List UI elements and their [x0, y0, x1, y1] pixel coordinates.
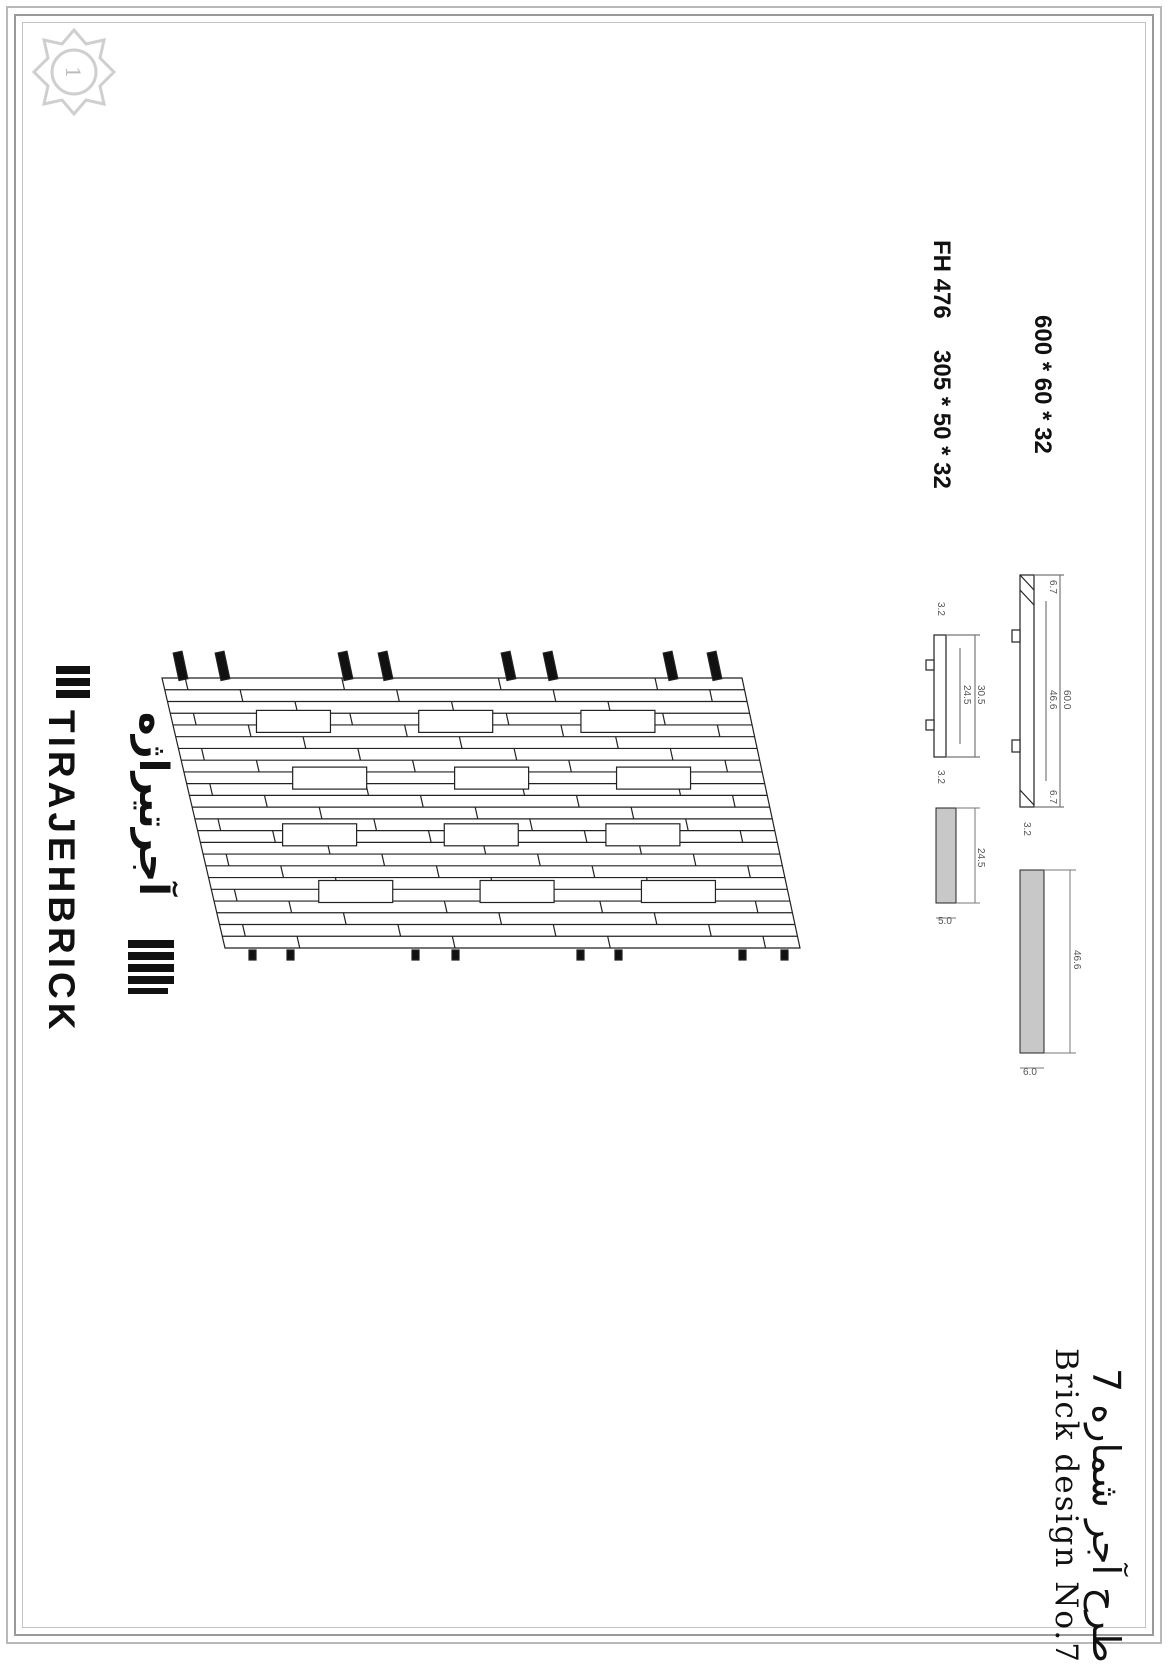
- wall-recess: [455, 767, 529, 789]
- profile-a-total: 60.0: [1061, 690, 1072, 710]
- profile-a-edge-bottom: 6.7: [1047, 790, 1058, 804]
- anchor-foot-icon: [781, 950, 788, 960]
- anchor-clip-icon: [707, 651, 722, 680]
- wall-recess: [641, 881, 715, 903]
- profile-b-edge-bottom: 3.2: [935, 770, 946, 784]
- design-title-english: Brick design No.7: [1048, 1348, 1084, 1664]
- brick-b-dimensions: 305 * 50 * 32: [928, 350, 955, 489]
- wall-recess: [283, 824, 357, 846]
- wall-recess: [256, 710, 330, 732]
- profile-a-thickness: 3.2: [1021, 822, 1032, 836]
- badge-number: 1: [61, 66, 85, 79]
- anchor-foot-icon: [452, 950, 459, 960]
- anchor-foot-icon: [287, 950, 294, 960]
- anchor-foot-icon: [615, 950, 622, 960]
- design-title-persian: طرح آجر شماره 7: [1084, 1368, 1128, 1663]
- wall-recess: [419, 710, 493, 732]
- anchor-clip-icon: [215, 651, 230, 680]
- profile-b-middle: 24.5: [961, 685, 972, 705]
- elevation-a: [1020, 870, 1076, 1068]
- anchor-foot-icon: [739, 950, 746, 960]
- elevation-b-length: 24.5: [975, 848, 986, 868]
- wall-recess: [617, 767, 691, 789]
- wall-recess: [319, 881, 393, 903]
- anchor-clip-icon: [663, 651, 678, 680]
- wall-recess: [606, 824, 680, 846]
- anchor-foot-icon: [412, 950, 419, 960]
- brick-wall-isometric: [162, 651, 800, 960]
- profile-b-total: 30.5: [975, 685, 986, 705]
- elevation-b: [936, 808, 980, 918]
- anchor-clip-icon: [543, 651, 558, 680]
- elevation-b-width: 5.0: [938, 916, 952, 927]
- star-badge-icon: [34, 30, 114, 114]
- anchor-clip-icon: [501, 651, 516, 680]
- elevation-a-width: 6.0: [1023, 1067, 1037, 1078]
- anchor-foot-icon: [249, 950, 256, 960]
- wall-recess: [444, 824, 518, 846]
- anchor-clip-icon: [378, 651, 393, 680]
- elevation-a-length: 46.6: [1071, 950, 1082, 970]
- logo-latin-text: TIRAJEHBRICK: [41, 710, 82, 1034]
- brick-a-dimensions: 600 * 60 * 32: [1029, 315, 1056, 454]
- anchor-clip-icon: [338, 651, 353, 680]
- wall-recess: [293, 767, 367, 789]
- wall-recess: [581, 710, 655, 732]
- profile-a-middle: 46.6: [1047, 690, 1058, 710]
- anchor-clip-icon: [173, 651, 188, 680]
- logo-persian-text: آجرتیراژه: [130, 712, 176, 897]
- profile-b-edge-top: 3.2: [935, 602, 946, 616]
- brick-b-code: FH 476: [928, 240, 955, 319]
- anchor-foot-icon: [577, 950, 584, 960]
- profile-a-edge-top: 6.7: [1047, 580, 1058, 594]
- wall-recess: [480, 881, 554, 903]
